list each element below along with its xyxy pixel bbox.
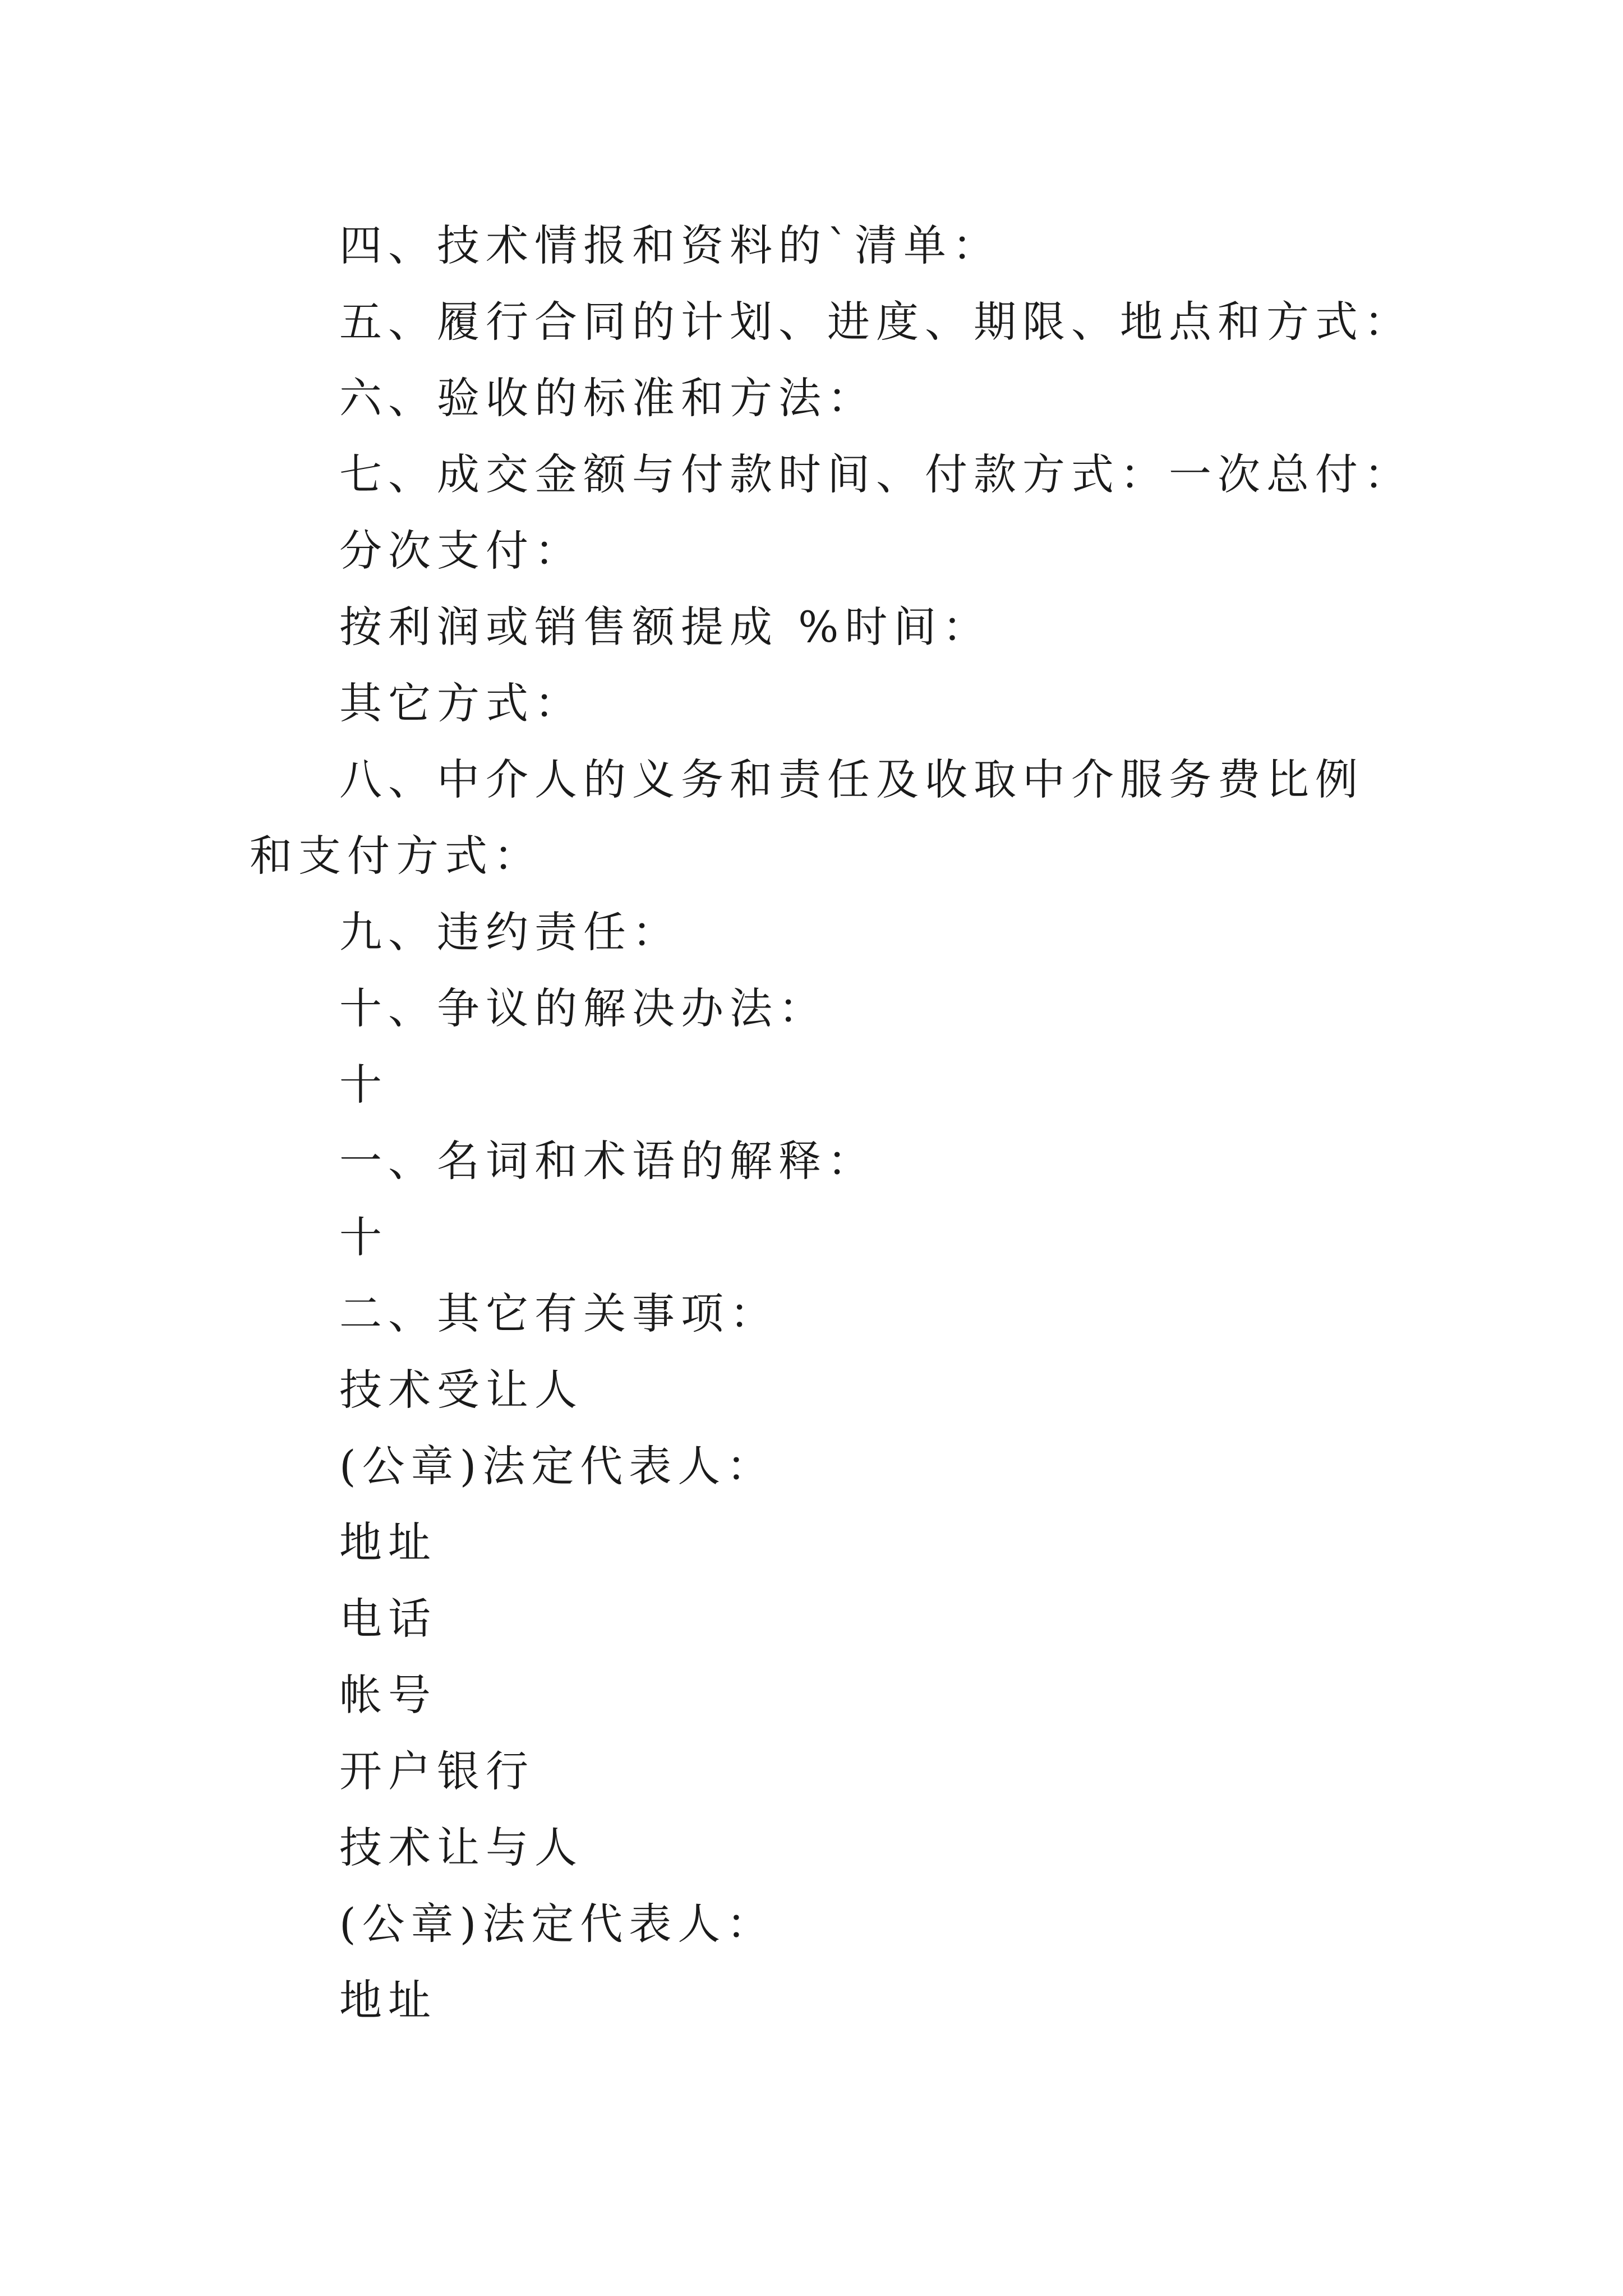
document-body: [250, 208, 1413, 2039]
transferor-legal-rep: (公章)法定代表人：: [339, 1899, 776, 1949]
payment-other-methods: 其它方式：: [339, 678, 583, 728]
transferor-address: 地址: [339, 1975, 437, 2025]
payment-installments: 分次支付：: [339, 526, 583, 576]
clause-11-term-definitions: 一、名词和术语的解释：: [339, 1136, 876, 1186]
transferee-account: 帐号: [339, 1670, 437, 1720]
payment-royalty: 按利润或销售额提成 %时间：: [339, 602, 992, 652]
transferor-label: 技术让与人: [339, 1823, 583, 1872]
clause-11-number-prefix: 十: [339, 1060, 388, 1110]
transferee-bank: 开户银行: [339, 1746, 534, 1796]
transferee-label: 技术受让人: [339, 1365, 583, 1415]
clause-7-payment-terms: 七、成交金额与付款时间、付款方式：一次总付：: [339, 449, 1413, 499]
clause-12-number-prefix: 十: [339, 1212, 388, 1262]
transferee-phone: 电话: [339, 1594, 437, 1644]
clause-6-acceptance-standards: 六、验收的标准和方法：: [339, 373, 876, 423]
transferee-legal-rep: (公章)法定代表人：: [339, 1441, 776, 1491]
clause-9-liability-for-breach: 九、违约责任：: [339, 907, 681, 957]
transferee-address: 地址: [339, 1517, 437, 1567]
clause-4-technical-info-list: 四、技术情报和资料的`清单：: [339, 220, 1001, 270]
clause-12-other-matters: 二、其它有关事项：: [339, 1289, 778, 1338]
clause-5-performance-plan: 五、履行合同的计划、进度、期限、地点和方式：: [339, 297, 1413, 347]
clause-10-dispute-resolution: 十、争议的解决办法：: [339, 983, 827, 1033]
clause-8-intermediary-duties: 八、中介人的义务和责任及收取中介服务费比例和支付方式：: [250, 754, 1364, 881]
